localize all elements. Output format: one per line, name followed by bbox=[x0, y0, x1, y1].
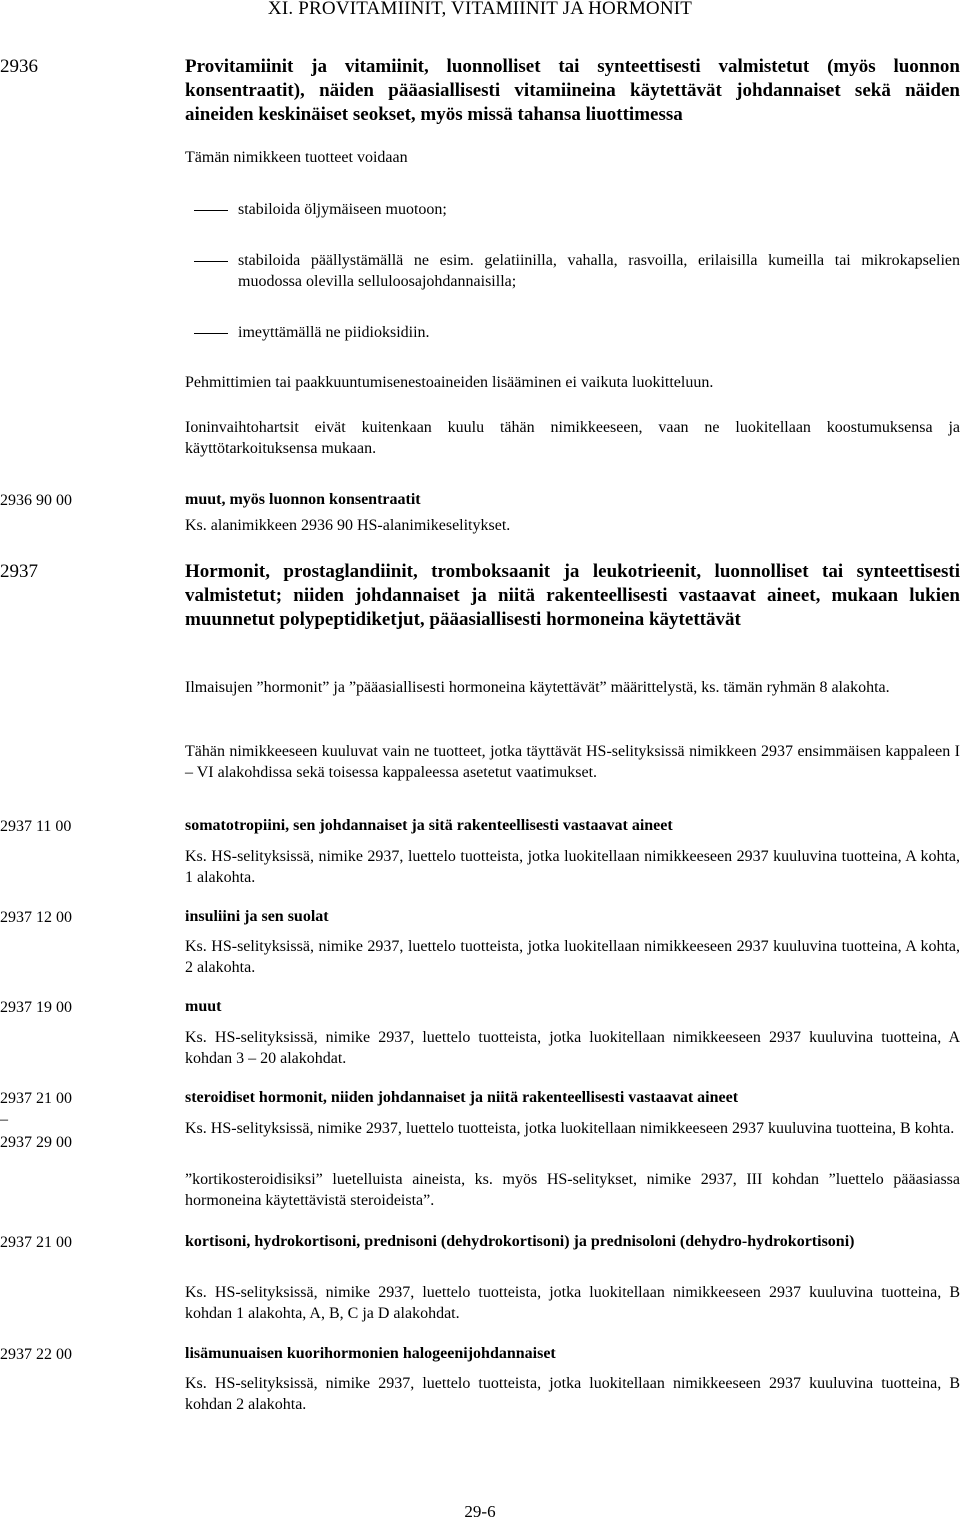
note-text: Ks. HS-selityksissä, nimike 2937, luettelo tuotteista, jotka luokitellaan nimikkeeseen 2937 kuuluvina tuotteina, A kohdan 3 – 20 alakohdat. bbox=[185, 1029, 960, 1067]
bullet-text: stabiloida öljymäiseen muotoon; bbox=[238, 201, 447, 218]
note-text: ”kortikosteroidisiksi” luetelluista aineista, ks. myös HS-selitykset, nimike 2937, III kohdan ”luettelo pääasiassa hormoneina käytettävistä steroideista”. bbox=[185, 1171, 960, 1209]
note bbox=[185, 936, 960, 978]
paragraph-text: Ioninvaihtohartsit eivät kuitenkaan kuulu tähän nimikkeeseen, vaan ne luokitellaan koostumuksensa ja käyttötarkoituksensa mukaan. bbox=[185, 419, 960, 457]
note-text: Ks. alanimikkeen 2936 90 HS-alanimikeselitykset. bbox=[185, 517, 511, 534]
heading-code-2937: 2937 bbox=[0, 561, 38, 582]
paragraph-text: Ilmaisujen ”hormonit” ja ”pääasiallisesti hormoneina käytettävät” määrittelystä, ks. tämän ryhmän 8 alakohta. bbox=[185, 679, 890, 696]
paragraph bbox=[185, 677, 960, 698]
heading-2936 bbox=[185, 55, 960, 127]
dash-marker bbox=[194, 333, 228, 334]
subheading-title: kortisoni, hydrokortisoni, prednisoni (dehydrokortisoni) ja prednisoloni (dehydro-hydrokortisoni) bbox=[185, 1233, 855, 1250]
note-text: Ks. HS-selityksissä, nimike 2937, luettelo tuotteista, jotka luokitellaan nimikkeeseen 2937 kuuluvina tuotteina, B kohdan 2 alakohta. bbox=[185, 1375, 960, 1413]
note bbox=[185, 515, 960, 536]
subheading bbox=[185, 1087, 960, 1109]
subheading-code: 2937 11 00 bbox=[0, 818, 72, 835]
note bbox=[185, 1169, 960, 1211]
subheading-code: 2937 22 00 bbox=[0, 1346, 72, 1363]
subheading-title: somatotropiini, sen johdannaiset ja sitä rakenteellisesti vastaavat aineet bbox=[185, 817, 673, 834]
note-text: Ks. HS-selityksissä, nimike 2937, luettelo tuotteista, jotka luokitellaan nimikkeeseen 2937 kuuluvina tuotteina, B kohdan 1 alakohta, A, B, C ja D alakohdat. bbox=[185, 1284, 960, 1322]
heading-title-2936: Provitamiinit ja vitamiinit, luonnolliset tai synteettisesti valmistetut (myös luonnon konsentraatit), näiden pääasiallisesti vitamiineina käytettävät johdannaiset sekä näiden aineiden keskinäiset seokset, myös missä tahansa liuottimessa bbox=[185, 56, 960, 125]
dash-marker bbox=[194, 261, 228, 262]
subheading-code: 2936 90 00 bbox=[0, 492, 72, 509]
subheading bbox=[185, 1231, 960, 1253]
paragraph bbox=[185, 372, 960, 393]
paragraph bbox=[185, 417, 960, 459]
bullet-text: imeyttämällä ne piidioksidiin. bbox=[238, 324, 430, 341]
subheading-title: muut bbox=[185, 998, 222, 1015]
subheading bbox=[185, 906, 960, 928]
note-text: Ks. HS-selityksissä, nimike 2937, luettelo tuotteista, jotka luokitellaan nimikkeeseen 2937 kuuluvina tuotteina, B kohta. bbox=[185, 1120, 955, 1137]
subheading-code-separator: – bbox=[0, 1111, 8, 1128]
note bbox=[185, 846, 960, 888]
note bbox=[185, 1373, 960, 1415]
subheading bbox=[185, 996, 960, 1018]
subheading-title: lisämunuaisen kuorihormonien halogeenijohdannaiset bbox=[185, 1345, 556, 1362]
chapter-title: XI. PROVITAMIINIT, VITAMIINIT JA HORMONIT bbox=[267, 0, 693, 19]
subheading-code-to: 2937 29 00 bbox=[0, 1134, 72, 1151]
subheading-code-from: 2937 21 00 bbox=[0, 1090, 72, 1107]
subheading-code: 2937 12 00 bbox=[0, 909, 72, 926]
paragraph-text: Tähän nimikkeeseen kuuluvat vain ne tuotteet, jotka täyttävät HS-selityksissä nimikkeen 2937 ensimmäisen kappaleen I – VI alakohdissa sekä toisessa kappaleessa asetetut vaatimukset. bbox=[185, 743, 960, 781]
subheading-code: 2937 21 00 bbox=[0, 1234, 72, 1251]
subheading bbox=[185, 815, 960, 837]
paragraph bbox=[185, 741, 960, 783]
note bbox=[185, 1027, 960, 1069]
note bbox=[185, 1118, 960, 1139]
note-text: Ks. HS-selityksissä, nimike 2937, luettelo tuotteista, jotka luokitellaan nimikkeeseen 2937 kuuluvina tuotteina, A kohta, 1 alakohta. bbox=[185, 848, 960, 886]
intro-text: Tämän nimikkeen tuotteet voidaan bbox=[185, 149, 408, 166]
heading-code-2936: 2936 bbox=[0, 56, 38, 77]
note bbox=[185, 1282, 960, 1324]
subheading-code: 2937 19 00 bbox=[0, 999, 72, 1016]
heading-2937 bbox=[185, 560, 960, 632]
subheading bbox=[185, 489, 960, 511]
subheading-title: muut, myös luonnon konsentraatit bbox=[185, 491, 421, 508]
subheading-title: insuliini ja sen suolat bbox=[185, 908, 329, 925]
subheading bbox=[185, 1343, 960, 1365]
subheading-title: steroidiset hormonit, niiden johdannaiset ja niitä rakenteellisesti vastaavat aineet bbox=[185, 1089, 739, 1106]
dash-marker bbox=[194, 210, 228, 211]
page-number: 29-6 bbox=[464, 1502, 496, 1521]
intro-2936 bbox=[185, 147, 960, 168]
note-text: Ks. HS-selityksissä, nimike 2937, luettelo tuotteista, jotka luokitellaan nimikkeeseen 2937 kuuluvina tuotteina, A kohta, 2 alakohta. bbox=[185, 938, 960, 976]
heading-title-2937: Hormonit, prostaglandiinit, tromboksaanit ja leukotrieenit, luonnolliset tai synteettisesti valmistetut; niiden johdannaiset ja niitä rakenteellisesti vastaavat aineet, mukaan lukien muunnetut polypeptidiketjut, pääasiallisesti hormoneina käytettävät bbox=[185, 561, 960, 630]
bullet-text: stabiloida päällystämällä ne esim. gelatiinilla, vahalla, rasvoilla, erilaisilla kumeilla tai mikrokapselien muodossa olevilla selluloosajohdannaisilla; bbox=[238, 252, 960, 290]
paragraph-text: Pehmittimien tai paakkuuntumisenestoaineiden lisääminen ei vaikuta luokitteluun. bbox=[185, 374, 714, 391]
